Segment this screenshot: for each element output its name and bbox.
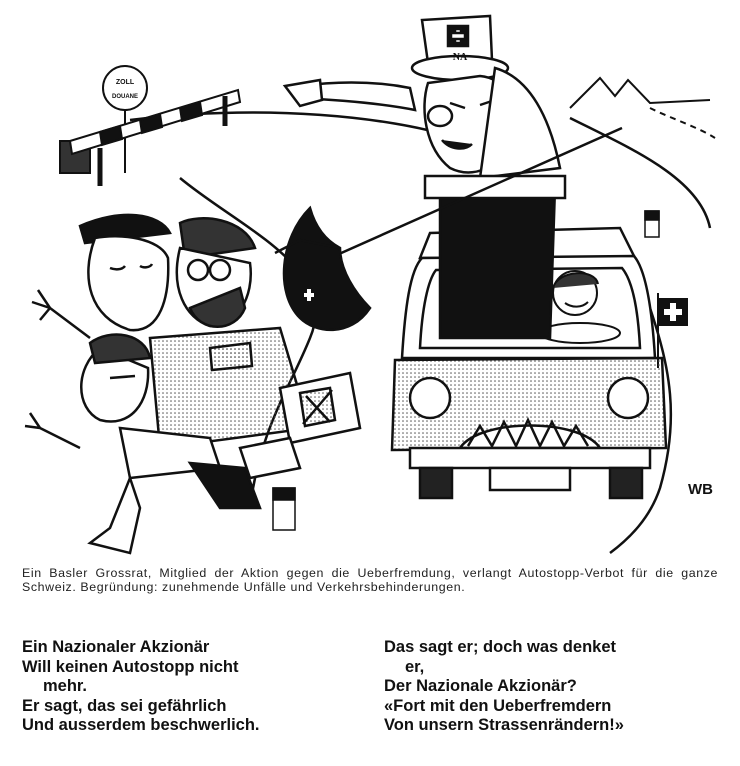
poem-line: «Fort mit den Ueberfremdern [384,696,612,715]
caption: Ein Basler Grossrat, Mitglied der Aktion gegen die Ueberfremdung, verlangt Autostopp-Verbot für die ganze Schweiz. Begründung: zunehmende Unfälle und Verkehrsbehinderungen. [22,566,718,594]
poem-line: Ein Nazionaler Akzionär [22,638,210,656]
poem-line: mehr. [43,677,88,695]
artist-signature: WB [688,481,713,498]
poem-line: er, [405,657,425,676]
cartoon-illustration [10,8,730,556]
poem-line: Das sagt er; doch was denket [384,638,616,656]
sign-line-1: ZOLL [115,79,135,86]
poem-left-column [22,638,362,736]
poem-line: Der Nazionale Akzionär? [384,677,577,695]
customs-barrier [60,66,240,186]
poem-line: Will keinen Autostopp nicht [22,657,239,676]
poem-line: Von unsern Strassenrändern!» [384,716,624,734]
sign-line-2: DOUANE [111,94,139,100]
hat-text: NA [452,52,468,63]
poem-line: Und ausserdem beschwerlich. [22,716,260,734]
poem-line: Er sagt, das sei gefährlich [22,696,227,715]
poem-right-column [384,638,729,736]
